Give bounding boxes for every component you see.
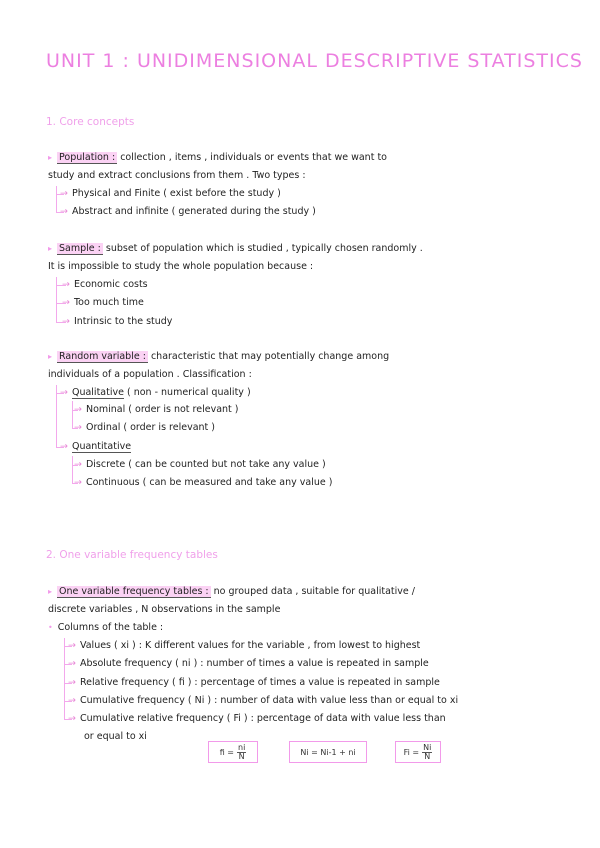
- arrow-icon: →: [68, 677, 76, 688]
- arrow-icon: →: [60, 441, 68, 452]
- population-line-2: study and extract conclusions from them . Two types :: [48, 170, 306, 181]
- random-variable-term: Random variable :: [59, 351, 146, 362]
- quantitative-continuous: → Continuous ( can be measured and take any value ): [74, 477, 333, 488]
- arrow-icon: →: [74, 459, 82, 470]
- qualitative-label: Qualitative: [71, 387, 124, 398]
- bullet-icon: ▸: [48, 587, 53, 596]
- qualitative-nominal: → Nominal ( order is not relevant ): [74, 404, 239, 415]
- qualitative-line: [60, 386, 251, 400]
- random-variable-line-2: individuals of a population . Classification :: [48, 369, 252, 380]
- section-heading-core-concepts: 1. Core concepts: [46, 116, 135, 128]
- sample-reason-economic: → Economic costs: [62, 279, 148, 290]
- bullet-icon: •: [48, 623, 53, 632]
- arrow-icon: →: [60, 188, 68, 199]
- population-type-abstract: → Abstract and infinite ( generated during the study ): [60, 206, 316, 217]
- arrow-icon: →: [62, 279, 70, 290]
- quantitative-line: [60, 440, 131, 454]
- qualitative-ordinal: → Ordinal ( order is relevant ): [74, 422, 215, 433]
- arrow-icon: →: [60, 206, 68, 217]
- arrow-icon: →: [74, 477, 82, 488]
- arrow-icon: →: [68, 713, 76, 724]
- section-heading-frequency-tables: 2. One variable frequency tables: [46, 549, 218, 561]
- quantitative-discrete: → Discrete ( can be counted but not take any value ): [74, 459, 326, 470]
- column-absolute-frequency: → Absolute frequency ( ni ) : number of times a value is repeated in sample: [68, 658, 429, 669]
- frequency-tables-line-2: discrete variables , N observations in the sample: [48, 604, 281, 615]
- arrow-icon: →: [62, 316, 70, 327]
- population-line-1: [48, 151, 387, 165]
- arrow-icon: →: [60, 387, 68, 398]
- random-variable-text-1: characteristic that may potentially change among: [150, 351, 390, 362]
- column-cumulative-relative-frequency: → Cumulative relative frequency ( Fi ) : percentage of data with value less than: [68, 713, 446, 724]
- formula-cumulative-relative-frequency: Fi = $\frac{Ni}{N}$: [395, 741, 441, 763]
- formula-cumulative-frequency: Ni = Ni-1 + ni: [289, 741, 367, 763]
- quantitative-label: Quantitative: [71, 441, 132, 452]
- bullet-icon: ▸: [48, 244, 53, 253]
- arrow-icon: →: [74, 422, 82, 433]
- frequency-tables-text-1: no grouped data , suitable for qualitative /: [213, 586, 415, 597]
- bullet-icon: ▸: [48, 153, 53, 162]
- population-type-physical: → Physical and Finite ( exist before the study ): [60, 188, 281, 199]
- random-variable-line-1: [48, 350, 389, 364]
- arrow-icon: →: [68, 658, 76, 669]
- sample-term: Sample :: [59, 243, 101, 254]
- sample-text-1: subset of population which is studied , typically chosen randomly .: [105, 243, 423, 254]
- columns-label-line: [48, 621, 163, 635]
- frequency-tables-line-1: [48, 585, 415, 599]
- column-relative-frequency: → Relative frequency ( fi ) : percentage of times a value is repeated in sample: [68, 677, 440, 688]
- arrow-icon: →: [68, 695, 76, 706]
- formula-relative-frequency: fi = $\frac{ni}{N}$: [208, 741, 258, 763]
- sample-reason-intrinsic: → Intrinsic to the study: [62, 316, 173, 327]
- arrow-icon: →: [62, 297, 70, 308]
- sample-reason-time: → Too much time: [62, 297, 144, 308]
- column-cumulative-frequency: → Cumulative frequency ( Ni ) : number of data with value less than or equal to xi: [68, 695, 459, 706]
- page-title: UNIT 1 : UNIDIMENSIONAL DESCRIPTIVE STATISTICS: [46, 50, 583, 72]
- bullet-icon: ▸: [48, 352, 53, 361]
- population-term: Population :: [59, 152, 116, 163]
- column-cumulative-relative-frequency-cont: or equal to xi: [84, 731, 147, 742]
- population-text-1: collection , items , individuals or events that we want to: [120, 152, 387, 163]
- arrow-icon: →: [68, 640, 76, 651]
- qualitative-note: ( non - numerical quality ): [126, 387, 251, 398]
- sample-line-1: [48, 242, 423, 256]
- sample-line-2: It is impossible to study the whole population because :: [48, 261, 314, 272]
- columns-label: Columns of the table :: [57, 622, 164, 633]
- arrow-icon: →: [74, 404, 82, 415]
- column-values: → Values ( xi ) : K different values for the variable , from lowest to highest: [68, 640, 421, 651]
- frequency-tables-term: One variable frequency tables :: [59, 586, 209, 597]
